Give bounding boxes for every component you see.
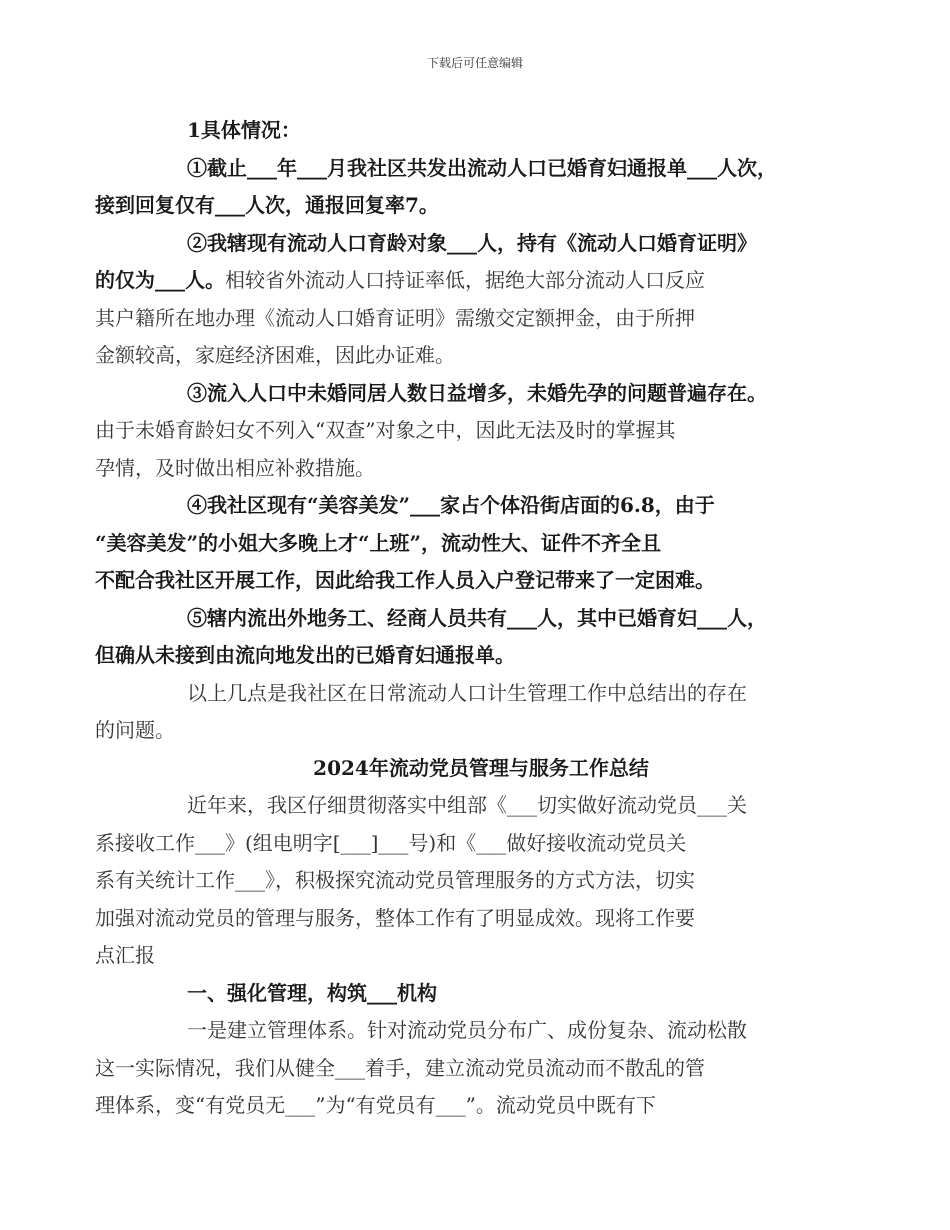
page-header-note: 下载后可任意编辑: [426, 56, 523, 70]
item-4-line: “美容美发”的小姐大多晚上才“上班”，流动性大、证件不齐全且: [95, 530, 662, 555]
summary-paragraph: [95, 675, 821, 750]
item-3-bold-line: ③流入人口中未婚同居人数日益增多，未婚先孕的问题普遍存在。: [187, 380, 767, 405]
item-5: [95, 600, 821, 675]
section-heading: 1具体情况：: [187, 118, 301, 142]
intro-line: 近年来，我区仔细贯彻落实中组部《___切实做好流动党员___关: [187, 793, 747, 817]
body-paragraph: [95, 1012, 821, 1125]
body-line: 一是建立管理体系。针对流动党员分布广、成份复杂、流动松散: [187, 1018, 747, 1042]
body-line: 理体系，变“有党员无___”为“有党员有___”。流动党员中既有下: [95, 1093, 656, 1117]
item-3: [95, 375, 821, 488]
item-2-text: 相较省外流动人口持证率低，据绝大部分流动人口反应: [225, 268, 705, 292]
item-2: [95, 225, 821, 375]
item-2-text: 其户籍所在地办理《流动人口婚育证明》需缴交定额押金，由于所押: [95, 305, 695, 330]
summary-line: 以上几点是我社区在日常流动人口计生管理工作中总结出的存在: [187, 680, 747, 705]
body-line: 这一实际情况，我们从健全___着手，建立流动党员流动而不散乱的管: [95, 1055, 705, 1080]
item-2-bold-line: ②我辖现有流动人口育龄对象___人，持有《流动人口婚育证明》: [187, 230, 757, 255]
item-5-line: ⑤辖内流出外地务工、经商人员共有___人，其中已婚育妇___人，: [187, 605, 767, 630]
item-2-text: 金额较高，家庭经济困难，因此办证难。: [95, 343, 455, 367]
subheading: 一、强化管理，构筑___机构: [187, 980, 437, 1005]
item-5-line: 但确从未接到由流向地发出的已婚育妇通报单。: [95, 643, 515, 667]
item-1-line: 接到回复仅有___人次，通报回复率7。: [95, 193, 439, 217]
intro-line: 系接收工作___》(组电明字[___]___号)和《___做好接收流动党员关: [95, 830, 687, 855]
intro-paragraph: [95, 787, 821, 975]
item-1-line: ①截止___年___月我社区共发出流动人口已婚育妇通报单___人次，: [187, 155, 777, 180]
intro-line: 系有关统计工作___》，积极探究流动党员管理服务的方式方法，切实: [95, 868, 695, 892]
summary-line: 的问题。: [95, 718, 175, 742]
section-title: 2024年流动党员管理与服务工作总结: [313, 755, 649, 780]
intro-line: 点汇报: [95, 943, 155, 967]
item-3-text: 孕情，及时做出相应补救措施。: [95, 455, 375, 480]
item-3-text: 由于未婚育龄妇女不列入“双查”对象之中，因此无法及时的掌握其: [95, 418, 676, 442]
item-4-line: 不配合我社区开展工作，因此给我工作人员入户登记带来了一定困难。: [95, 568, 715, 592]
item-4: [95, 487, 821, 600]
document-body: [95, 112, 821, 1125]
item-2-bold-line: 的仅为___人。: [95, 268, 225, 292]
intro-line: 加强对流动党员的管理与服务，整体工作有了明显成效。现将工作要: [95, 905, 695, 930]
item-1: [95, 150, 821, 225]
item-4-line: ④我社区现有“美容美发”___家占个体沿街店面的6.8，由于: [187, 493, 715, 517]
